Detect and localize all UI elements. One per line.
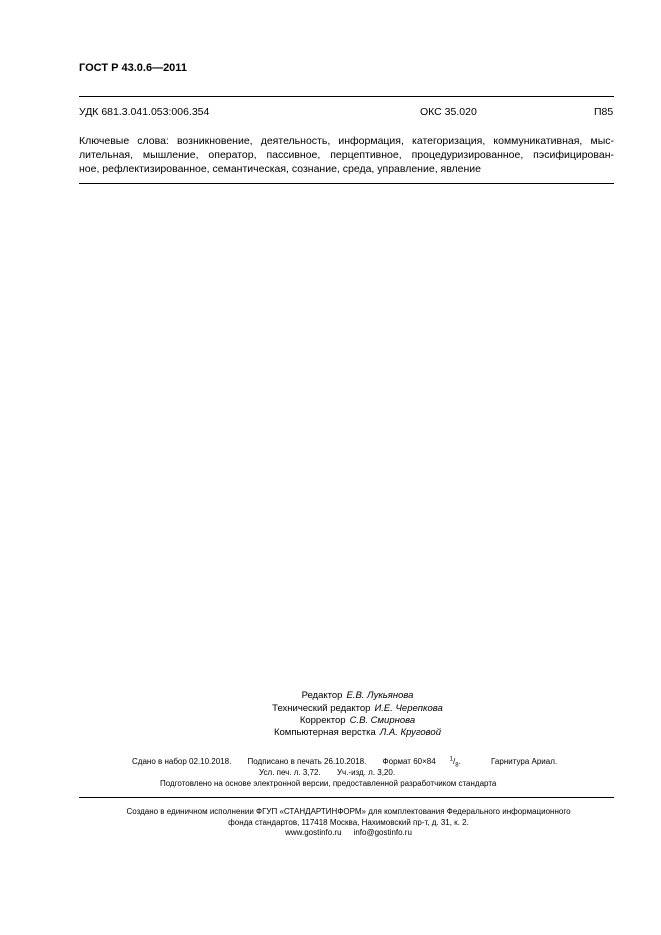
print-sheets: Усл. печ. л. 3,72. <box>259 768 321 777</box>
paper-format: Формат 60×84 $^1/_8$. <box>382 756 461 769</box>
sheet-counts <box>259 768 409 777</box>
prepared-note: Подготовлено на основе электронной версии, предоставленной разработчиком стандарта <box>160 779 497 788</box>
credit-corrector <box>27 715 661 726</box>
credit-editor <box>27 690 661 701</box>
divider-footer <box>79 797 614 798</box>
divider-top <box>79 96 614 97</box>
document-code: ГОСТ Р 43.0.6—2011 <box>79 62 187 74</box>
credit-role: Редактор <box>301 690 343 701</box>
keywords-paragraph <box>79 134 614 176</box>
keywords-line: Ключевые слова: возникновение, деятельность, информация, категоризация, коммуникативная, мыс- <box>79 135 614 147</box>
keywords-line: лительная, мышление, оператор, пассивное, перцептивное, процедуризированное, пэсифицирован- <box>79 149 614 161</box>
credit-role: Технический редактор <box>272 703 371 714</box>
format-text: Формат 60×84 <box>382 756 436 766</box>
oks-code: ОКС 35.020 <box>420 106 477 118</box>
credit-layout <box>27 727 661 738</box>
signed-date: Подписано в печать 26.10.2018. <box>247 756 367 766</box>
format-denominator: 8 <box>455 762 459 769</box>
submitted-date: Сдано в набор 02.10.2018. <box>132 756 232 766</box>
footer-line: фонда стандартов, 117418 Москва, Нахимовский пр-т, д. 31, к. 2. <box>228 818 469 827</box>
divider-keywords <box>79 183 614 184</box>
udk-code: УДК 681.3.041.053:006.354 <box>79 106 210 118</box>
credit-tech-editor <box>27 703 661 714</box>
typeface: Гарнитура Ариал. <box>491 756 558 766</box>
credit-role: Корректор <box>299 715 346 726</box>
credit-person: Е.В. Лукьянова <box>346 690 414 701</box>
format-numerator: 1 <box>449 756 453 762</box>
footer-contacts <box>18 828 661 837</box>
printing-details <box>132 756 571 768</box>
footer-line: Создано в единичном исполнении ФГУП «СТАНДАРТИНФОРМ» для комплектования Федерального информационного <box>126 807 571 816</box>
credit-person: И.Е. Черепкова <box>374 703 443 714</box>
group-code: П85 <box>594 106 614 118</box>
credit-person: С.В. Смирнова <box>349 715 416 726</box>
credit-role: Компьютерная верстка <box>273 727 376 738</box>
publisher-sheets: Уч.-изд. л. 3,20. <box>336 768 396 777</box>
website-link[interactable]: www.gostinfo.ru <box>285 828 342 837</box>
credit-person: Л.А. Круговой <box>379 727 441 738</box>
email-link[interactable]: info@gostinfo.ru <box>353 828 412 837</box>
keywords-line: ное, рефлектизированное, семантическая, сознание, среда, управление, явление <box>79 163 482 175</box>
format-suffix: . <box>458 756 461 766</box>
